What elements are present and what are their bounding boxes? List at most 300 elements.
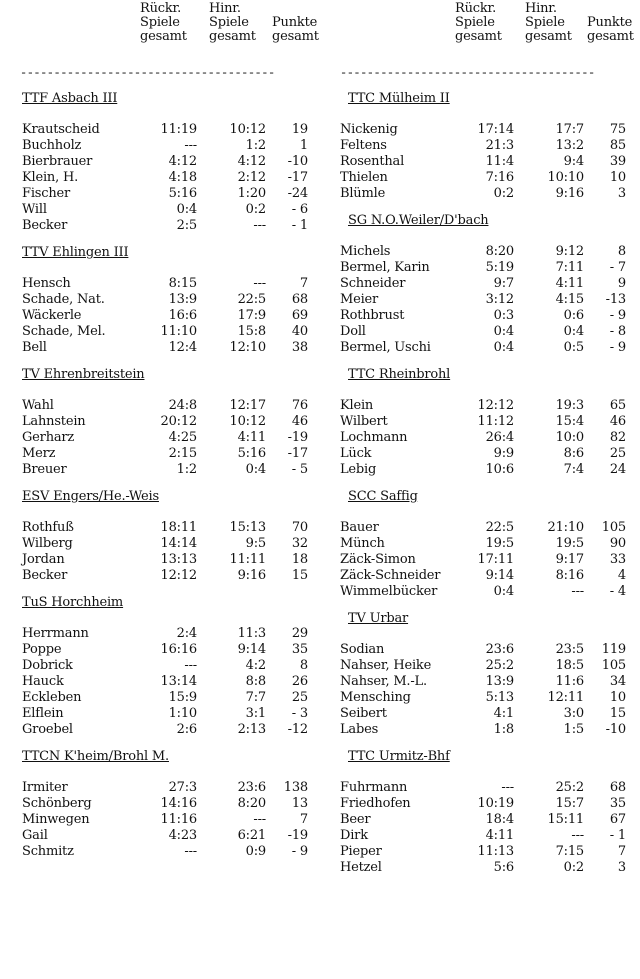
- team-block: [330, 212, 640, 366]
- left-column: [4, 0, 319, 859]
- hinr-value: 9:16: [555, 186, 584, 201]
- team-block: [4, 244, 314, 366]
- player-name: Irmiter: [22, 780, 68, 795]
- punkte-value: 7: [299, 812, 308, 827]
- player-row: [330, 812, 640, 828]
- player-name: Wimmelbücker: [340, 584, 438, 599]
- hinr-value: 4:15: [555, 292, 584, 307]
- hinr-value: 12:10: [229, 340, 266, 355]
- player-name: Fuhrmann: [340, 780, 408, 795]
- punkte-header: Punkte gesamt: [272, 15, 319, 44]
- punkte-value: -12: [287, 722, 308, 737]
- rueckr-value: 13:13: [160, 552, 197, 567]
- hinr-value: 7:4: [563, 462, 584, 477]
- player-row: [330, 276, 640, 292]
- hinr-value: 6:21: [237, 828, 266, 843]
- hinr-value: 2:12: [237, 170, 266, 185]
- rueckr-header: Rückr. Spiele gesamt: [140, 1, 187, 44]
- team-title: ESV Engers/He.-Weis: [22, 489, 159, 504]
- player-name: Krautscheid: [22, 122, 100, 137]
- rueckr-value: 4:12: [168, 154, 197, 169]
- punkte-value: -17: [287, 446, 308, 461]
- rueckr-value: 16:6: [168, 308, 197, 323]
- punkte-value: - 1: [609, 828, 626, 843]
- player-name: Hensch: [22, 276, 71, 291]
- rueckr-value: 8:20: [485, 244, 514, 259]
- hinr-value: 7:7: [245, 690, 266, 705]
- player-name: Bermel, Karin: [340, 260, 430, 275]
- player-row: [4, 828, 314, 844]
- rueckr-value: 24:8: [168, 398, 197, 413]
- rueckr-value: 21:3: [485, 138, 514, 153]
- punkte-value: 105: [601, 520, 626, 535]
- rueckr-value: 0:4: [493, 340, 514, 355]
- player-name: Klein: [340, 398, 374, 413]
- player-name: Schneider: [340, 276, 406, 291]
- hinr-value: 4:12: [237, 154, 266, 169]
- player-name: Merz: [22, 446, 56, 461]
- hinr-value: ---: [571, 584, 584, 599]
- rueckr-value: 10:19: [477, 796, 514, 811]
- rueckr-value: ---: [184, 658, 197, 673]
- rueckr-value: 22:5: [485, 520, 514, 535]
- player-name: Gail: [22, 828, 48, 843]
- punkte-value: 25: [291, 690, 308, 705]
- rueckr-value: 23:6: [485, 642, 514, 657]
- player-name: Lochmann: [340, 430, 408, 445]
- player-row: [330, 414, 640, 430]
- player-name: Hauck: [22, 674, 64, 689]
- player-row: [330, 292, 640, 308]
- player-row: [330, 260, 640, 276]
- hinr-value: 10:0: [555, 430, 584, 445]
- hinr-value: 7:11: [555, 260, 584, 275]
- player-row: [330, 780, 640, 796]
- punkte-value: 15: [291, 568, 308, 583]
- left-column-header: [4, 0, 319, 62]
- punkte-value: 67: [609, 812, 626, 827]
- rueckr-value: 4:11: [485, 828, 514, 843]
- rueckr-value: 11:19: [160, 122, 197, 137]
- hinr-value: 9:4: [563, 154, 584, 169]
- player-row: [330, 324, 640, 340]
- player-name: Dirk: [340, 828, 368, 843]
- team-title: TTV Ehlingen III: [22, 245, 129, 260]
- player-name: Nickenig: [340, 122, 398, 137]
- hinr-value: 1:2: [245, 138, 266, 153]
- punkte-value: 13: [291, 796, 308, 811]
- punkte-value: -19: [287, 430, 308, 445]
- team-block: [330, 366, 640, 488]
- hinr-value: 4:2: [245, 658, 266, 673]
- punkte-value: 33: [609, 552, 626, 567]
- player-row: [330, 584, 640, 600]
- hinr-value: 0:6: [563, 308, 584, 323]
- player-row: [4, 780, 314, 796]
- hinr-value: 3:0: [563, 706, 584, 721]
- player-name: Doll: [340, 324, 366, 339]
- player-name: Sodian: [340, 642, 385, 657]
- hinr-value: 7:15: [555, 844, 584, 859]
- team-title: TV Urbar: [348, 611, 409, 626]
- punkte-value: 35: [291, 642, 308, 657]
- punkte-value: 25: [609, 446, 626, 461]
- player-row: [4, 276, 314, 292]
- punkte-value: 7: [299, 276, 308, 291]
- player-row: [4, 186, 314, 202]
- rueckr-value: 7:16: [485, 170, 514, 185]
- rueckr-value: 14:16: [160, 796, 197, 811]
- player-row: [4, 812, 314, 828]
- player-row: [4, 170, 314, 186]
- player-row: [330, 722, 640, 738]
- rueckr-value: 9:9: [493, 446, 514, 461]
- punkte-value: 10: [609, 690, 626, 705]
- rueckr-value: 11:16: [160, 812, 197, 827]
- hinr-value: ---: [253, 812, 266, 827]
- hinr-header: Hinr. Spiele gesamt: [209, 1, 256, 44]
- punkte-value: - 9: [609, 340, 626, 355]
- team-title: TTCN K'heim/Brohl M.: [22, 749, 169, 764]
- player-name: Schade, Mel.: [22, 324, 106, 339]
- player-name: Schmitz: [22, 844, 74, 859]
- punkte-value: 75: [609, 122, 626, 137]
- hinr-value: 0:2: [563, 860, 584, 875]
- hinr-value: 8:16: [555, 568, 584, 583]
- hinr-value: 0:5: [563, 340, 584, 355]
- player-row: [4, 658, 314, 674]
- punkte-value: 4: [617, 568, 626, 583]
- rueckr-value: 26:4: [485, 430, 514, 445]
- player-row: [4, 796, 314, 812]
- rueckr-value: ---: [184, 138, 197, 153]
- player-name: Jordan: [22, 552, 65, 567]
- punkte-value: 68: [291, 292, 308, 307]
- punkte-value: 19: [291, 122, 308, 137]
- player-row: [4, 520, 314, 536]
- rueckr-value: 13:14: [160, 674, 197, 689]
- player-row: [330, 340, 640, 356]
- punkte-value: 68: [609, 780, 626, 795]
- punkte-value: - 3: [291, 706, 308, 721]
- rueckr-value: 0:4: [493, 324, 514, 339]
- player-name: Rothbrust: [340, 308, 405, 323]
- punkte-value: -19: [287, 828, 308, 843]
- player-name: Bermel, Uschi: [340, 340, 431, 355]
- player-row: [4, 674, 314, 690]
- rueckr-value: 11:12: [477, 414, 514, 429]
- punkte-value: 46: [291, 414, 308, 429]
- hinr-value: 9:12: [555, 244, 584, 259]
- rueckr-value: 4:18: [168, 170, 197, 185]
- player-name: Lebig: [340, 462, 377, 477]
- player-row: [4, 202, 314, 218]
- player-name: Lück: [340, 446, 372, 461]
- player-name: Hetzel: [340, 860, 382, 875]
- player-name: Friedhofen: [340, 796, 411, 811]
- player-row: [4, 154, 314, 170]
- player-row: [330, 186, 640, 202]
- player-name: Herrmann: [22, 626, 89, 641]
- rueckr-value: 2:15: [168, 446, 197, 461]
- player-row: [330, 122, 640, 138]
- rueckr-value: 5:6: [493, 860, 514, 875]
- punkte-value: 3: [617, 186, 626, 201]
- hinr-value: 22:5: [237, 292, 266, 307]
- team-block: [4, 594, 314, 748]
- rueckr-value: 1:2: [176, 462, 197, 477]
- player-row: [330, 536, 640, 552]
- header-divider: --------------------------------------: [340, 66, 595, 80]
- player-row: [4, 690, 314, 706]
- punkte-value: -24: [287, 186, 308, 201]
- punkte-value: -13: [605, 292, 626, 307]
- player-name: Rothfuß: [22, 520, 74, 535]
- punkte-value: 76: [291, 398, 308, 413]
- hinr-value: 15:4: [555, 414, 584, 429]
- team-title: TTC Urmitz-Bhf: [348, 749, 450, 764]
- player-row: [330, 658, 640, 674]
- hinr-value: 23:5: [555, 642, 584, 657]
- team-block: [330, 488, 640, 610]
- punkte-value: 3: [617, 860, 626, 875]
- player-row: [330, 828, 640, 844]
- hinr-value: 17:7: [555, 122, 584, 137]
- hinr-value: 0:4: [563, 324, 584, 339]
- hinr-value: 3:1: [245, 706, 266, 721]
- punkte-value: 40: [291, 324, 308, 339]
- hinr-value: 10:12: [229, 122, 266, 137]
- rueckr-value: 4:1: [493, 706, 514, 721]
- player-row: [330, 308, 640, 324]
- rueckr-value: 25:2: [485, 658, 514, 673]
- punkte-value: 35: [609, 796, 626, 811]
- player-name: Dobrick: [22, 658, 73, 673]
- hinr-value: 23:6: [237, 780, 266, 795]
- rueckr-value: 1:10: [168, 706, 197, 721]
- left-teams: [4, 90, 314, 870]
- punkte-value: 24: [609, 462, 626, 477]
- team-block: [330, 90, 640, 212]
- player-name: Meier: [340, 292, 379, 307]
- rueckr-value: 2:6: [176, 722, 197, 737]
- player-name: Mensching: [340, 690, 411, 705]
- punkte-value: 8: [617, 244, 626, 259]
- rueckr-value: 4:25: [168, 430, 197, 445]
- player-name: Elflein: [22, 706, 64, 721]
- rueckr-value: 8:15: [168, 276, 197, 291]
- punkte-value: -17: [287, 170, 308, 185]
- rueckr-value: 0:4: [493, 584, 514, 599]
- rueckr-value: ---: [501, 780, 514, 795]
- rueckr-value: 2:4: [176, 626, 197, 641]
- punkte-value: - 6: [291, 202, 308, 217]
- punkte-value: 26: [291, 674, 308, 689]
- team-block: [4, 366, 314, 488]
- hinr-value: 9:5: [245, 536, 266, 551]
- rueckr-value: 5:16: [168, 186, 197, 201]
- team-title: TuS Horchheim: [22, 595, 124, 610]
- player-row: [330, 244, 640, 260]
- punkte-value: - 9: [291, 844, 308, 859]
- punkte-value: 69: [291, 308, 308, 323]
- rueckr-value: 4:23: [168, 828, 197, 843]
- punkte-value: 85: [609, 138, 626, 153]
- rueckr-value: 9:14: [485, 568, 514, 583]
- player-row: [330, 430, 640, 446]
- player-row: [4, 122, 314, 138]
- punkte-value: 138: [283, 780, 308, 795]
- rueckr-value: 13:9: [485, 674, 514, 689]
- player-row: [4, 844, 314, 860]
- punkte-value: - 7: [609, 260, 626, 275]
- player-name: Eckleben: [22, 690, 82, 705]
- player-name: Bell: [22, 340, 47, 355]
- player-row: [330, 170, 640, 186]
- hinr-value: 15:7: [555, 796, 584, 811]
- player-name: Bauer: [340, 520, 379, 535]
- player-name: Buchholz: [22, 138, 82, 153]
- player-row: [4, 536, 314, 552]
- rueckr-value: 10:6: [485, 462, 514, 477]
- rueckr-value: 0:3: [493, 308, 514, 323]
- player-row: [4, 430, 314, 446]
- player-name: Nahser, M.-L.: [340, 674, 427, 689]
- player-row: [4, 138, 314, 154]
- punkte-value: 32: [291, 536, 308, 551]
- player-row: [330, 552, 640, 568]
- punkte-value: 29: [291, 626, 308, 641]
- rueckr-value: 11:13: [477, 844, 514, 859]
- rueckr-value: 3:12: [485, 292, 514, 307]
- player-name: Seibert: [340, 706, 387, 721]
- punkte-value: 15: [609, 706, 626, 721]
- player-name: Schönberg: [22, 796, 92, 811]
- hinr-value: 10:10: [547, 170, 584, 185]
- team-block: [4, 488, 314, 594]
- punkte-value: 1: [299, 138, 308, 153]
- player-name: Wahl: [22, 398, 54, 413]
- rueckr-value: ---: [184, 844, 197, 859]
- player-row: [4, 552, 314, 568]
- player-row: [4, 324, 314, 340]
- hinr-value: 15:13: [229, 520, 266, 535]
- rueckr-value: 0:2: [493, 186, 514, 201]
- player-name: Labes: [340, 722, 379, 737]
- player-row: [4, 292, 314, 308]
- rueckr-value: 11:10: [160, 324, 197, 339]
- player-name: Lahnstein: [22, 414, 86, 429]
- team-title: TV Ehrenbreitstein: [22, 367, 145, 382]
- player-name: Blümle: [340, 186, 386, 201]
- player-row: [330, 690, 640, 706]
- right-column-header: [330, 0, 640, 62]
- hinr-value: 0:9: [245, 844, 266, 859]
- punkte-header: Punkte gesamt: [587, 15, 634, 44]
- player-name: Feltens: [340, 138, 387, 153]
- punkte-value: 38: [291, 340, 308, 355]
- hinr-value: 8:6: [563, 446, 584, 461]
- team-title: SG N.O.Weiler/D'bach: [348, 213, 489, 228]
- hinr-value: 15:11: [547, 812, 584, 827]
- rueckr-value: 18:11: [160, 520, 197, 535]
- team-title: TTC Mülheim II: [348, 91, 450, 106]
- rueckr-value: 12:12: [160, 568, 197, 583]
- player-row: [4, 568, 314, 584]
- punkte-value: - 9: [609, 308, 626, 323]
- hinr-value: 12:11: [547, 690, 584, 705]
- punkte-value: 7: [617, 844, 626, 859]
- player-name: Beer: [340, 812, 371, 827]
- rueckr-value: 13:9: [168, 292, 197, 307]
- rueckr-value: 1:8: [493, 722, 514, 737]
- player-row: [4, 308, 314, 324]
- hinr-value: 21:10: [547, 520, 584, 535]
- hinr-value: ---: [571, 828, 584, 843]
- player-row: [330, 520, 640, 536]
- rueckr-value: 11:4: [485, 154, 514, 169]
- player-row: [4, 218, 314, 234]
- hinr-value: 8:20: [237, 796, 266, 811]
- hinr-value: 0:2: [245, 202, 266, 217]
- player-name: Zäck-Simon: [340, 552, 416, 567]
- punkte-value: 105: [601, 658, 626, 673]
- punkte-value: 18: [291, 552, 308, 567]
- player-name: Wilbert: [340, 414, 388, 429]
- hinr-value: 9:17: [555, 552, 584, 567]
- punkte-value: - 5: [291, 462, 308, 477]
- player-row: [330, 844, 640, 860]
- rueckr-value: 16:16: [160, 642, 197, 657]
- rueckr-value: 15:9: [168, 690, 197, 705]
- player-row: [330, 860, 640, 876]
- player-row: [330, 796, 640, 812]
- player-row: [4, 626, 314, 642]
- hinr-value: 9:16: [237, 568, 266, 583]
- punkte-value: -10: [287, 154, 308, 169]
- player-name: Groebel: [22, 722, 73, 737]
- player-row: [330, 154, 640, 170]
- hinr-value: 25:2: [555, 780, 584, 795]
- player-row: [4, 340, 314, 356]
- player-row: [4, 462, 314, 478]
- punkte-value: - 8: [609, 324, 626, 339]
- rueckr-value: 9:7: [493, 276, 514, 291]
- hinr-value: 8:8: [245, 674, 266, 689]
- team-block: [4, 90, 314, 244]
- hinr-header: Hinr. Spiele gesamt: [525, 1, 572, 44]
- punkte-value: 9: [617, 276, 626, 291]
- player-name: Gerharz: [22, 430, 75, 445]
- player-row: [4, 706, 314, 722]
- header-divider: --------------------------------------: [20, 66, 275, 80]
- player-name: Becker: [22, 218, 68, 233]
- player-row: [330, 138, 640, 154]
- player-row: [330, 642, 640, 658]
- player-name: Rosenthal: [340, 154, 405, 169]
- team-title: TTF Asbach III: [22, 91, 118, 106]
- player-row: [330, 706, 640, 722]
- rueckr-value: 5:13: [485, 690, 514, 705]
- player-name: Wilberg: [22, 536, 73, 551]
- right-teams: [330, 90, 640, 886]
- team-block: [330, 610, 640, 748]
- hinr-value: 18:5: [555, 658, 584, 673]
- player-name: Wäckerle: [22, 308, 82, 323]
- hinr-value: 17:9: [237, 308, 266, 323]
- punkte-value: 119: [601, 642, 626, 657]
- rueckr-value: 19:5: [485, 536, 514, 551]
